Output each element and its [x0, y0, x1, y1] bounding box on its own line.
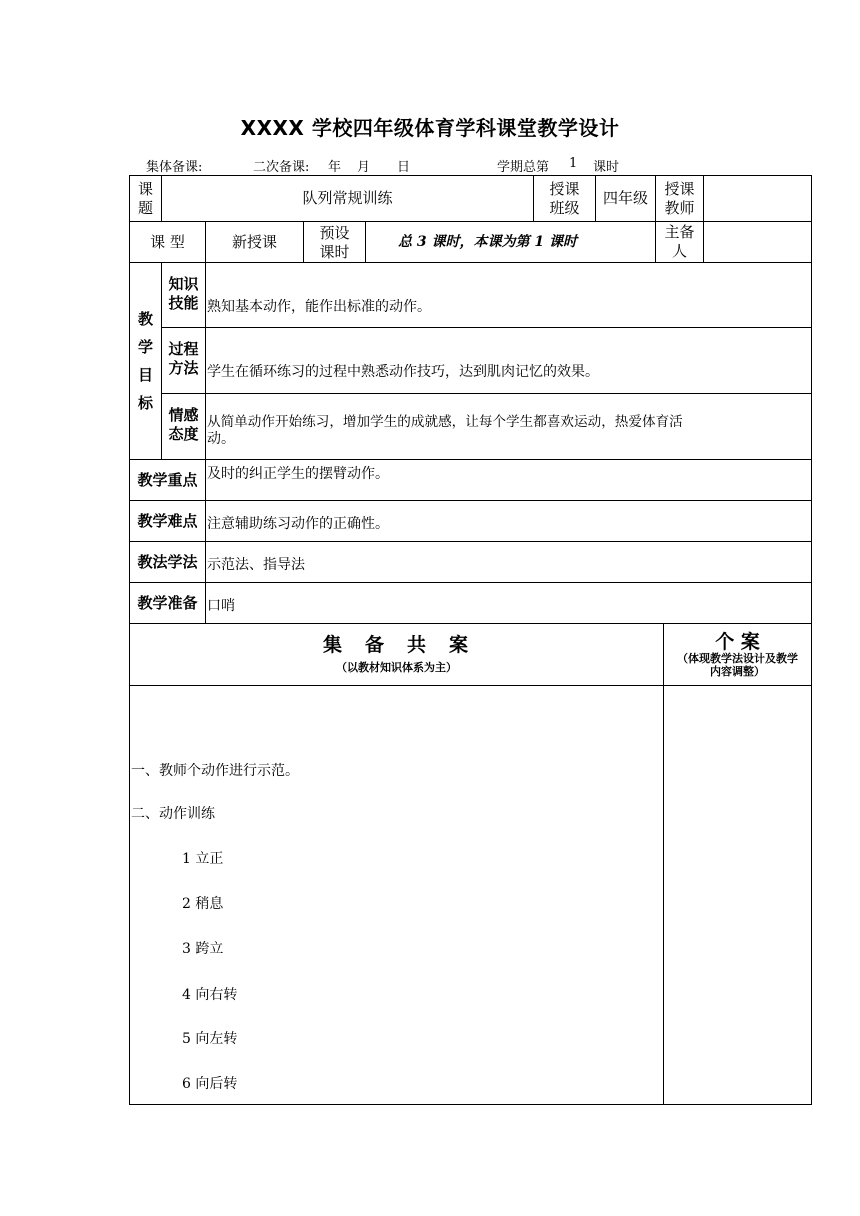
list-item: 3 跨立: [182, 941, 224, 957]
content-step-1: 一、教师个动作进行示范。: [131, 763, 299, 779]
difficulty-text: 注意辅助练习动作的正确性。: [207, 516, 389, 532]
preparation-text: 口哨: [207, 598, 235, 614]
emotion-attitude-text-line2: 动。: [207, 431, 235, 447]
individual-plan-subtitle: （体现教学法设计及教学 内容调整）: [677, 652, 798, 678]
semester-number: 1: [569, 156, 578, 171]
process-method-label: 过程 方法: [168, 340, 199, 377]
individual-plan-title: 个 案: [715, 631, 760, 653]
class-value: 四年级: [602, 189, 648, 207]
semester-label: 学期总第: [497, 160, 550, 175]
process-method-text: 学生在循环练习的过程中熟悉动作技巧，达到肌肉记忆的效果。: [207, 364, 599, 380]
topic-value: 队列常规训练: [302, 189, 393, 207]
method-text: 示范法、指导法: [207, 557, 305, 573]
second-prep-label: 二次备课:: [253, 160, 310, 175]
shared-plan-title: 集 备 共 案: [322, 634, 470, 656]
teaching-goals-label: 教 学 目 标: [137, 310, 153, 412]
lesson-type-label: 课 型: [150, 232, 185, 251]
list-item: 4 向右转: [182, 987, 238, 1003]
lesson-unit-label: 课时: [593, 160, 620, 175]
knowledge-skills-label: 知识 技能: [168, 275, 199, 312]
collective-prep-label: 集体备课:: [146, 160, 203, 175]
teacher-label: 授课 教师: [664, 179, 695, 217]
emotion-attitude-label: 情感 态度: [168, 406, 199, 443]
knowledge-skills-text: 熟知基本动作，能作出标准的动作。: [207, 299, 431, 315]
emotion-attitude-text-line1: 从简单动作开始练习，增加学生的成就感，让每个学生都喜欢运动，热爱体育活: [207, 414, 683, 430]
key-point-label: 教学重点: [137, 470, 198, 489]
planned-hours-label: 预设 课时: [319, 224, 350, 261]
content-step-2: 二、动作训练: [131, 806, 215, 822]
list-item: 6 向后转: [182, 1076, 238, 1092]
list-item: 1 立正: [182, 851, 224, 867]
month-label: 月: [357, 160, 371, 175]
preparation-label: 教学准备: [137, 593, 198, 612]
day-label: 日: [397, 160, 411, 175]
list-item: 5 向左转: [182, 1031, 238, 1047]
planned-hours-value: 总 3 课时，本课为第 1 课时: [398, 233, 577, 250]
lead-preparer-label: 主备 人: [664, 223, 695, 260]
key-point-text: 及时的纠正学生的摆臂动作。: [207, 466, 389, 482]
topic-label: 课 题: [137, 179, 153, 217]
difficulty-label: 教学难点: [137, 511, 198, 530]
lead-preparer-value: [704, 222, 811, 262]
method-label: 教法学法: [137, 552, 198, 571]
class-label: 授课 班级: [549, 179, 580, 217]
teacher-value: [704, 176, 811, 221]
shared-plan-subtitle: （以教材知识体系为主）: [336, 661, 457, 674]
page-title: XXXX 学校四年级体育学科课堂教学设计: [240, 116, 620, 140]
list-item: 2 稍息: [182, 896, 224, 912]
lesson-type-value: 新授课: [231, 232, 277, 251]
year-label: 年: [328, 160, 342, 175]
